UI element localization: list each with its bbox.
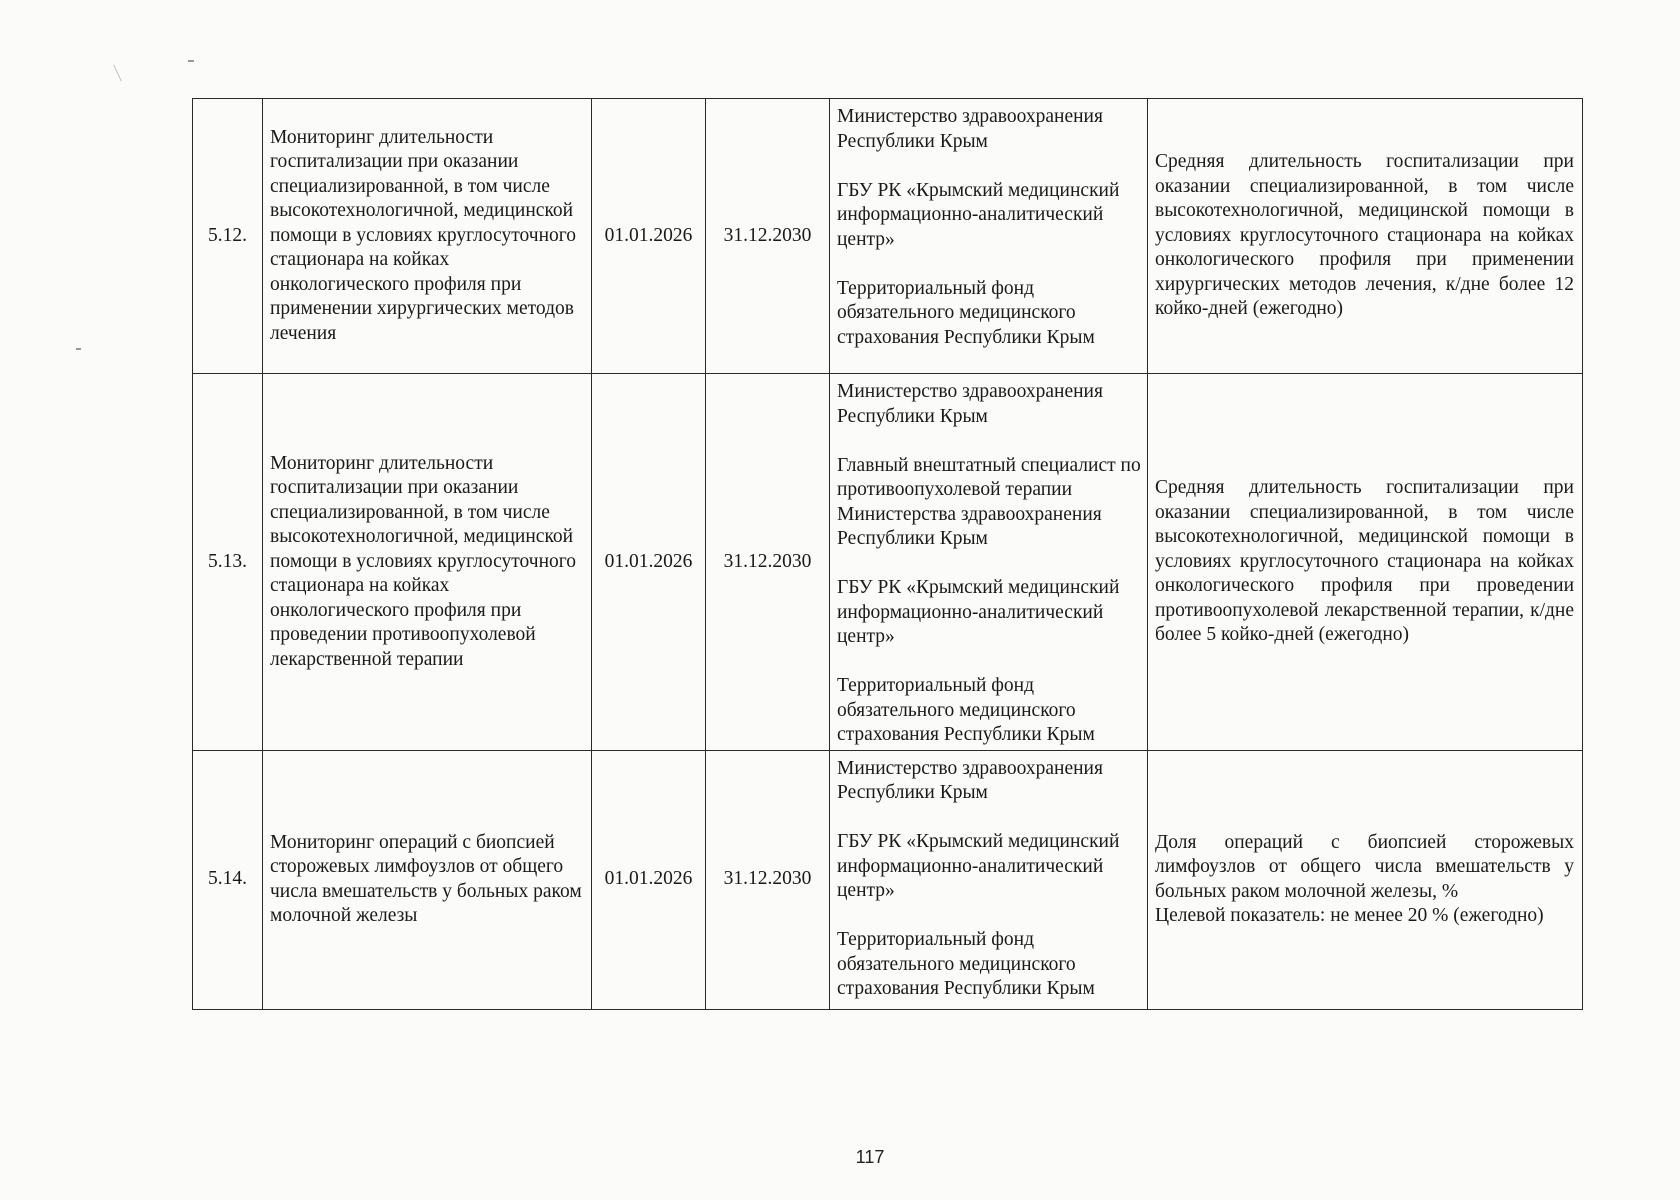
indicator-cell [1148, 374, 1583, 751]
table-row [193, 99, 1583, 374]
measure-name: Мониторинг длительности госпитализации при оказании специализированной, в том числе высокотехнологичной, медицинской помощи в условиях круглосуточного стационара на койках онкологического профиля при проведении противоопухолевой лекарственной терапии [263, 374, 592, 751]
page-number: 117 [855, 1147, 885, 1167]
scan-artifact [76, 348, 81, 350]
indicator-cell [1148, 99, 1583, 374]
indicator-text: Средняя длительность госпитализации при оказании специализированной, в том числе высокотехнологичной, медицинской помощи в условиях круглосуточного стационара на койках онкологического профиля при применении хирургических методов лечения, к/дне более 12 койко-дней (ежегодно) [1155, 151, 1574, 320]
measure-name: Мониторинг длительности госпитализации при оказании специализированной, в том числе высокотехнологичной, медицинской помощи в условиях круглосуточного стационара на койках онкологического профиля при применении хирургических методов лечения [263, 99, 592, 374]
start-date: 01.01.2026 [592, 750, 706, 1009]
start-date: 01.01.2026 [592, 374, 706, 751]
executor: ГБУ РК «Крымский медицинский информационно-аналитический центр» [837, 179, 1120, 250]
indicator-cell [1148, 750, 1583, 1009]
scan-artifact [188, 60, 194, 62]
table-row [193, 750, 1583, 1009]
start-date: 01.01.2026 [592, 99, 706, 374]
table-row [193, 374, 1583, 751]
indicator-text: Средняя длительность госпитализации при оказании специализированной, в том числе высокотехнологичной, медицинской помощи в условиях круглосуточного стационара на койках онкологического профиля при проведении противоопухолевой лекарственной терапии, к/дне более 5 койко-дней (ежегодно) [1155, 477, 1574, 645]
indicator-text: Доля операций с биопсией сторожевых лимфоузлов от общего числа вмешательств у больных раком молочной железы, % [1155, 831, 1574, 902]
end-date: 31.12.2030 [706, 374, 830, 751]
measures-table [192, 98, 1583, 1010]
executor: Министерство здравоохранения Республики Крым [837, 381, 1103, 427]
row-number: 5.12. [193, 99, 263, 374]
measure-name: Мониторинг операций с биопсией сторожевых лимфоузлов от общего числа вмешательств у больных раком молочной железы [263, 750, 592, 1009]
row-number: 5.13. [193, 374, 263, 751]
executors-cell [830, 374, 1148, 751]
row-number: 5.14. [193, 750, 263, 1009]
executor: ГБУ РК «Крымский медицинский информационно-аналитический центр» [837, 577, 1120, 647]
executor: Главный внештатный специалист по противоопухолевой терапии Министерства здравоохранения Республики Крым [837, 454, 1141, 549]
executor: Территориальный фонд обязательного медицинского страхования Республики Крым [837, 277, 1095, 348]
executor: Территориальный фонд обязательного медицинского страхования Республики Крым [837, 929, 1095, 999]
executor: ГБУ РК «Крымский медицинский информационно-аналитический центр» [837, 831, 1120, 901]
executors-cell [830, 750, 1148, 1009]
executor: Министерство здравоохранения Республики Крым [837, 106, 1103, 152]
end-date: 31.12.2030 [706, 99, 830, 374]
executors-cell [830, 99, 1148, 374]
target-indicator-text: Целевой показатель: не менее 20 % (ежегодно) [1155, 905, 1544, 926]
scan-artifact [113, 65, 122, 82]
end-date: 31.12.2030 [706, 750, 830, 1009]
executor: Министерство здравоохранения Республики Крым [837, 757, 1103, 803]
executor: Территориальный фонд обязательного медицинского страхования Республики Крым [837, 675, 1095, 745]
